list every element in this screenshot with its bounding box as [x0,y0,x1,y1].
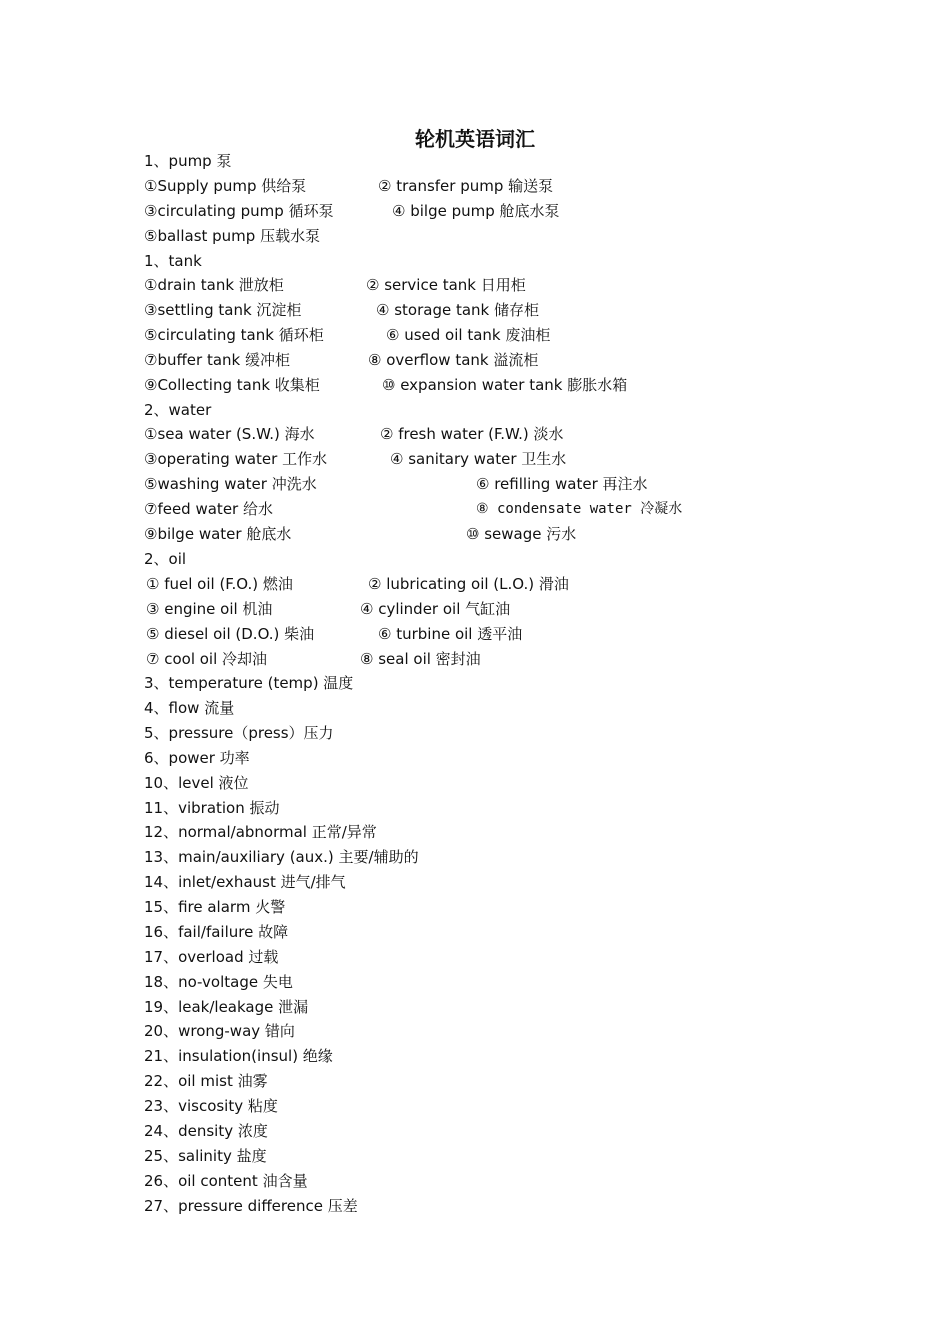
term-left: ①drain tank 泄放柜 [144,276,284,294]
term-left: ⑤washing water 冲洗水 [144,475,317,493]
list-item [0,945,950,969]
list-item [0,895,950,919]
term-left: 2、water [144,401,212,419]
term-left: 12、normal/abnormal 正常/异常 [144,823,377,841]
term-left: 1、pump 泵 [144,152,232,170]
term-right: ⑩ expansion water tank 膨胀水箱 [382,376,628,394]
list-item [0,224,950,248]
term-right: ② transfer pump 输送泵 [378,177,554,195]
term-left: 26、oil content 油含量 [144,1172,308,1190]
list-item [0,422,950,446]
term-left: 11、vibration 振动 [144,799,280,817]
term-left: 5、pressure（press）压力 [144,724,334,742]
term-left: ⑤circulating tank 循环柜 [144,326,324,344]
term-left: 21、insulation(insul) 绝缘 [144,1047,333,1065]
term-right: ④ sanitary water 卫生水 [390,450,567,468]
list-item [0,373,950,397]
term-right: ⑧ seal oil 密封油 [360,650,481,668]
term-left: 3、temperature (temp) 温度 [144,674,354,692]
term-left: 10、level 液位 [144,774,249,792]
term-left: 14、inlet/exhaust 进气/排气 [144,873,346,891]
list-item [0,273,950,297]
list-item [0,647,950,671]
term-right: ⑥ used oil tank 废油柜 [386,326,551,344]
term-left: 6、power 功率 [144,749,250,767]
list-item [0,970,950,994]
term-left: 24、density 浓度 [144,1122,268,1140]
term-left: ⑦feed water 给水 [144,500,273,518]
term-left: 4、flow 流量 [144,699,235,717]
term-right: ② service tank 日用柜 [366,276,526,294]
list-item [0,249,950,273]
list-item [0,1019,950,1043]
term-right: ④ storage tank 储存柜 [376,301,540,319]
list-item [0,597,950,621]
list-item [0,1094,950,1118]
list-item [0,1144,950,1168]
term-right: ② fresh water (F.W.) 淡水 [380,425,564,443]
term-left: 23、viscosity 粘度 [144,1097,278,1115]
term-left: ⑨bilge water 舱底水 [144,525,292,543]
list-item [0,746,950,770]
term-left: ⑨Collecting tank 收集柜 [144,376,320,394]
list-item [0,1169,950,1193]
term-left: 27、pressure difference 压差 [144,1197,358,1215]
list-item [0,696,950,720]
list-item [0,920,950,944]
list-item [0,995,950,1019]
term-left: ③circulating pump 循环泵 [144,202,334,220]
list-item [0,472,950,496]
list-item [0,1194,950,1218]
term-left: 13、main/auxiliary (aux.) 主要/辅助的 [144,848,419,866]
term-right: ⑥ refilling water 再注水 [476,475,648,493]
term-right: ⑧ overflow tank 溢流柜 [368,351,539,369]
term-right: ② lubricating oil (L.O.) 滑油 [368,575,569,593]
list-item [0,398,950,422]
term-right: ④ bilge pump 舱底水泵 [392,202,560,220]
list-item [0,522,950,546]
term-left: ①Supply pump 供给泵 [144,177,307,195]
term-left: 15、fire alarm 火警 [144,898,286,916]
term-left: 17、overload 过载 [144,948,279,966]
list-item [0,174,950,198]
list-item [0,796,950,820]
list-item [0,870,950,894]
term-left: 22、oil mist 油雾 [144,1072,268,1090]
term-left: ① fuel oil (F.O.) 燃油 [146,575,293,593]
list-item [0,298,950,322]
page-title: 轮机英语词汇 [415,127,535,151]
list-item [0,547,950,571]
term-left: ③operating water 工作水 [144,450,328,468]
term-right: ⑩ sewage 污水 [466,525,577,543]
term-left: 18、no-voltage 失电 [144,973,293,991]
term-right: ④ cylinder oil 气缸油 [360,600,511,618]
list-item [0,622,950,646]
term-left: ⑦ cool oil 冷却油 [146,650,268,668]
list-item [0,323,950,347]
list-item [0,771,950,795]
list-item [0,721,950,745]
term-left: 1、tank [144,252,202,270]
term-left: ③settling tank 沉淀柜 [144,301,302,319]
term-left: 19、leak/leakage 泄漏 [144,998,309,1016]
list-item [0,447,950,471]
term-left: ⑤ballast pump 压载水泵 [144,227,321,245]
term-right: ⑥ turbine oil 透平油 [378,625,523,643]
term-left: 25、salinity 盐度 [144,1147,267,1165]
list-item [0,820,950,844]
list-item [0,497,950,521]
list-item [0,572,950,596]
list-item [0,671,950,695]
term-left: 20、wrong-way 错向 [144,1022,295,1040]
term-left: ⑤ diesel oil (D.O.) 柴油 [146,625,315,643]
term-left: ③ engine oil 机油 [146,600,273,618]
list-item [0,845,950,869]
list-item [0,199,950,223]
list-item [0,1044,950,1068]
term-right: ⑧ condensate water 冷凝水 [476,501,683,517]
list-item [0,348,950,372]
list-item [0,149,950,173]
term-left: ①sea water (S.W.) 海水 [144,425,315,443]
term-left: ⑦buffer tank 缓冲柜 [144,351,291,369]
term-left: 2、oil [144,550,187,568]
list-item [0,1119,950,1143]
term-left: 16、fail/failure 故障 [144,923,289,941]
list-item [0,1069,950,1093]
